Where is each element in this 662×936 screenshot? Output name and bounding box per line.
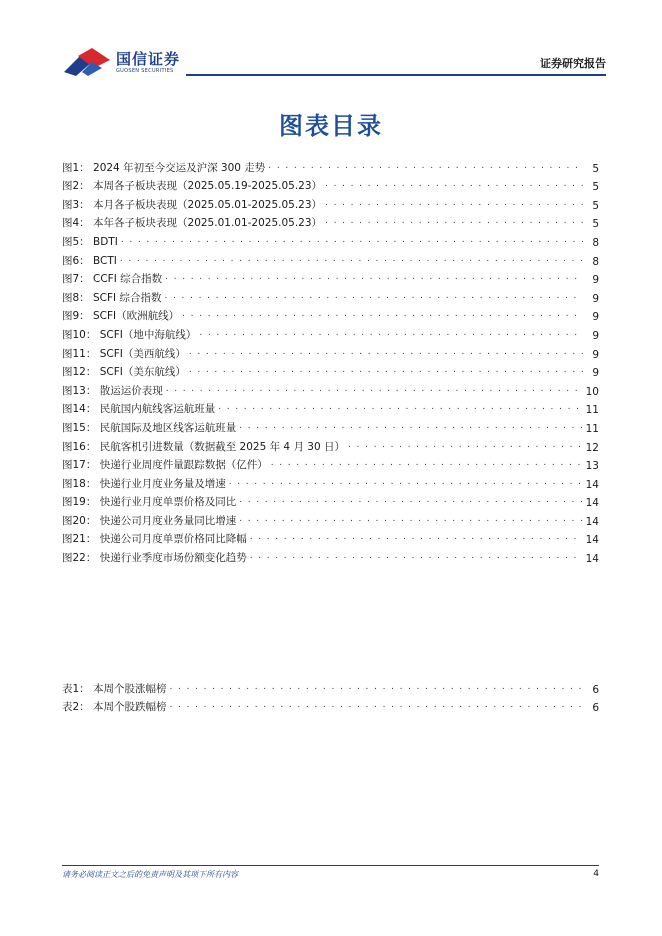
toc-figure-entry[interactable] <box>62 416 599 435</box>
toc-entry-label: 图16： 民航客机引进数量（数据截至 2025 年 4 月 30 日） <box>62 440 345 453</box>
dot-leader <box>325 177 583 191</box>
toc-entry-label: 图4： 本年各子板块表现（2025.01.01-2025.05.23） <box>62 217 323 230</box>
dot-leader <box>325 214 583 228</box>
toc-figure-entry[interactable] <box>62 361 599 380</box>
toc-entry-page-number: 9 <box>592 274 599 287</box>
toc-entry-label: 表2： 本周个股跌幅榜 <box>62 701 167 714</box>
toc-entry-page-number: 9 <box>592 348 599 361</box>
toc-figure-entry[interactable] <box>62 268 599 287</box>
dot-leader <box>182 307 583 321</box>
toc-figure-entry[interactable] <box>62 305 599 324</box>
toc-entry-page-number: 8 <box>592 255 599 268</box>
toc-entry-page-number: 14 <box>585 553 599 566</box>
toc-figure-entry[interactable] <box>62 323 599 342</box>
dot-leader <box>348 438 582 452</box>
toc-entry-label: 图21： 快递公司月度单票价格同比降幅 <box>62 533 247 546</box>
toc-figure-entry[interactable] <box>62 472 599 491</box>
figure-list <box>62 156 599 565</box>
toc-entry-label: 图7： CCFI 综合指数 <box>62 273 163 286</box>
toc-figure-entry[interactable] <box>62 435 599 454</box>
dot-leader <box>218 400 581 414</box>
table-list <box>62 677 599 714</box>
toc-figure-entry[interactable] <box>62 528 599 547</box>
dot-leader <box>120 252 583 266</box>
toc-figure-entry[interactable] <box>62 230 599 249</box>
guosen-logo <box>62 44 192 78</box>
toc-entry-page-number: 10 <box>585 385 599 398</box>
dot-leader <box>170 698 583 712</box>
toc-entry-page-number: 5 <box>592 181 599 194</box>
toc-entry-page-number: 5 <box>592 218 599 231</box>
dot-leader <box>229 475 582 489</box>
dot-leader <box>239 512 581 526</box>
guosen-logo-icon <box>62 46 112 76</box>
toc-entry-label: 图19： 快递行业月度单票价格及同比 <box>62 496 237 509</box>
toc-entry-label: 图18： 快递行业月度业务量及增速 <box>62 477 226 490</box>
dot-leader <box>121 233 583 247</box>
toc-figure-entry[interactable] <box>62 398 599 417</box>
toc-entry-page-number: 11 <box>585 404 599 417</box>
toc-entry-page-number: 14 <box>585 497 599 510</box>
toc-entry-label: 图14： 民航国内航线客运航班量 <box>62 403 216 416</box>
dot-leader <box>165 289 584 303</box>
toc-entry-page-number: 13 <box>585 460 599 473</box>
dot-leader <box>239 493 581 507</box>
toc-entry-label: 图11： SCFI（美西航线） <box>62 347 186 360</box>
toc-entry-page-number: 6 <box>592 683 599 696</box>
toc-figure-entry[interactable] <box>62 546 599 565</box>
toc-figure-entry[interactable] <box>62 509 599 528</box>
dot-leader <box>189 345 583 359</box>
toc-entry-label: 图22： 快递行业季度市场份额变化趋势 <box>62 552 247 565</box>
toc-entry-label: 图3： 本月各子板块表现（2025.05.01-2025.05.23） <box>62 198 323 211</box>
toc-entry-label: 图1： 2024 年初至今交运及沪深 300 走势 <box>62 161 266 174</box>
disclaimer-text: 请务必阅读正文之后的免责声明及其项下所有内容 <box>62 870 238 879</box>
logo-english-name: GUOSEN SECURITIES <box>116 68 174 74</box>
toc-entry-label: 图2： 本周各子板块表现（2025.05.19-2025.05.23） <box>62 180 323 193</box>
dot-leader <box>166 382 582 396</box>
toc-entry-label: 图20： 快递公司月度业务量同比增速 <box>62 514 237 527</box>
toc-figure-entry[interactable] <box>62 379 599 398</box>
toc-entry-page-number: 5 <box>592 199 599 212</box>
toc-entry-page-number: 14 <box>585 515 599 528</box>
toc-entry-label: 图9： SCFI（欧洲航线） <box>62 310 180 323</box>
dot-leader <box>165 270 583 284</box>
toc-figure-entry[interactable] <box>62 156 599 175</box>
dot-leader <box>250 530 582 544</box>
toc-entry-label: 表1： 本周个股涨幅榜 <box>62 682 167 695</box>
toc-entry-page-number: 5 <box>592 162 599 175</box>
toc-table-entry[interactable] <box>62 677 599 696</box>
page-title: 图表目录 <box>279 112 383 140</box>
dot-leader <box>325 196 583 210</box>
toc-entry-label: 图5： BDTI <box>62 235 118 248</box>
toc-figure-entry[interactable] <box>62 491 599 510</box>
logo-chinese-name: 国信证券 <box>116 50 181 68</box>
toc-entry-page-number: 9 <box>592 311 599 324</box>
toc-entry-page-number: 9 <box>592 329 599 342</box>
toc-entry-label: 图10： SCFI（地中海航线） <box>62 328 197 341</box>
toc-entry-label: 图8： SCFI 综合指数 <box>62 291 162 304</box>
page-header <box>62 44 606 78</box>
dot-leader <box>170 680 583 694</box>
toc-entry-page-number: 12 <box>585 441 599 454</box>
toc-figure-entry[interactable] <box>62 212 599 231</box>
dot-leader <box>199 326 583 340</box>
toc-entry-page-number: 6 <box>592 702 599 715</box>
toc-entry-page-number: 9 <box>592 292 599 305</box>
toc-figure-entry[interactable] <box>62 342 599 361</box>
toc-entry-page-number: 9 <box>592 367 599 380</box>
page-number: 4 <box>593 869 599 879</box>
toc-figure-entry[interactable] <box>62 249 599 268</box>
toc-figure-entry[interactable] <box>62 454 599 473</box>
dot-leader <box>268 159 583 173</box>
toc-entry-page-number: 8 <box>592 236 599 249</box>
toc-figure-entry[interactable] <box>62 286 599 305</box>
toc-entry-label: 图6： BCTI <box>62 254 117 267</box>
report-type-label: 证券研究报告 <box>540 57 606 70</box>
toc-entry-page-number: 14 <box>585 478 599 491</box>
toc-table-entry[interactable] <box>62 696 599 715</box>
toc-entry-page-number: 11 <box>585 422 599 435</box>
toc-entry-label: 图15： 民航国际及地区线客运航班量 <box>62 421 237 434</box>
dot-leader <box>239 419 581 433</box>
toc-figure-entry[interactable] <box>62 175 599 194</box>
toc-entry-page-number: 14 <box>585 534 599 547</box>
dot-leader <box>250 549 582 563</box>
dot-leader <box>271 456 582 470</box>
page-footer <box>62 865 599 885</box>
header-divider <box>186 74 606 76</box>
toc-figure-entry[interactable] <box>62 193 599 212</box>
dot-leader <box>189 363 583 377</box>
footer-divider <box>62 865 599 866</box>
toc-entry-label: 图13： 散运运价表现 <box>62 384 163 397</box>
toc-entry-label: 图12： SCFI（美东航线） <box>62 366 186 379</box>
toc-entry-label: 图17： 快递行业周度件量跟踪数据（亿件） <box>62 459 268 472</box>
